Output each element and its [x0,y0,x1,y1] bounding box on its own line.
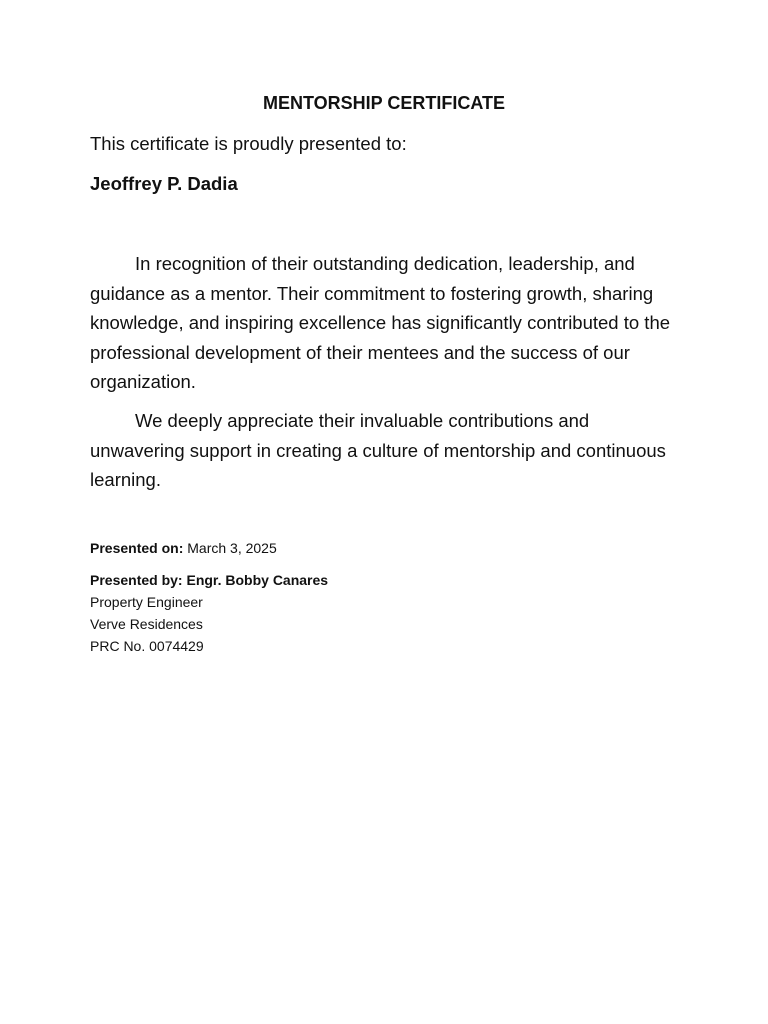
presenter-position: Property Engineer [90,594,203,610]
presenter-block [90,569,328,657]
presentation-intro: This certificate is proudly presented to: [90,133,407,154]
appreciation-paragraph: We deeply appreciate their invaluable contributions and unwavering support in creating a culture of mentorship and continuous learning. [90,410,666,490]
presenter-organization: Verve Residences [90,616,203,632]
presenter-license-number: PRC No. 0074429 [90,638,204,654]
recognition-paragraph: In recognition of their outstanding dedication, leadership, and guidance as a mentor. Their commitment to fostering growth, sharing knowledge, and inspiring excellence has significantly contributed to the professional development of their mentees and the success of our organization. [90,253,671,392]
presented-on-date: March 3, 2025 [187,540,277,556]
presented-on-line [90,537,277,559]
recipient-name: Jeoffrey P. Dadia [90,173,238,194]
presented-on-label: Presented on: [90,540,184,556]
presented-by-label: Presented by: Engr. Bobby Canares [90,572,329,588]
certificate-title: MENTORSHIP CERTIFICATE [262,93,505,113]
